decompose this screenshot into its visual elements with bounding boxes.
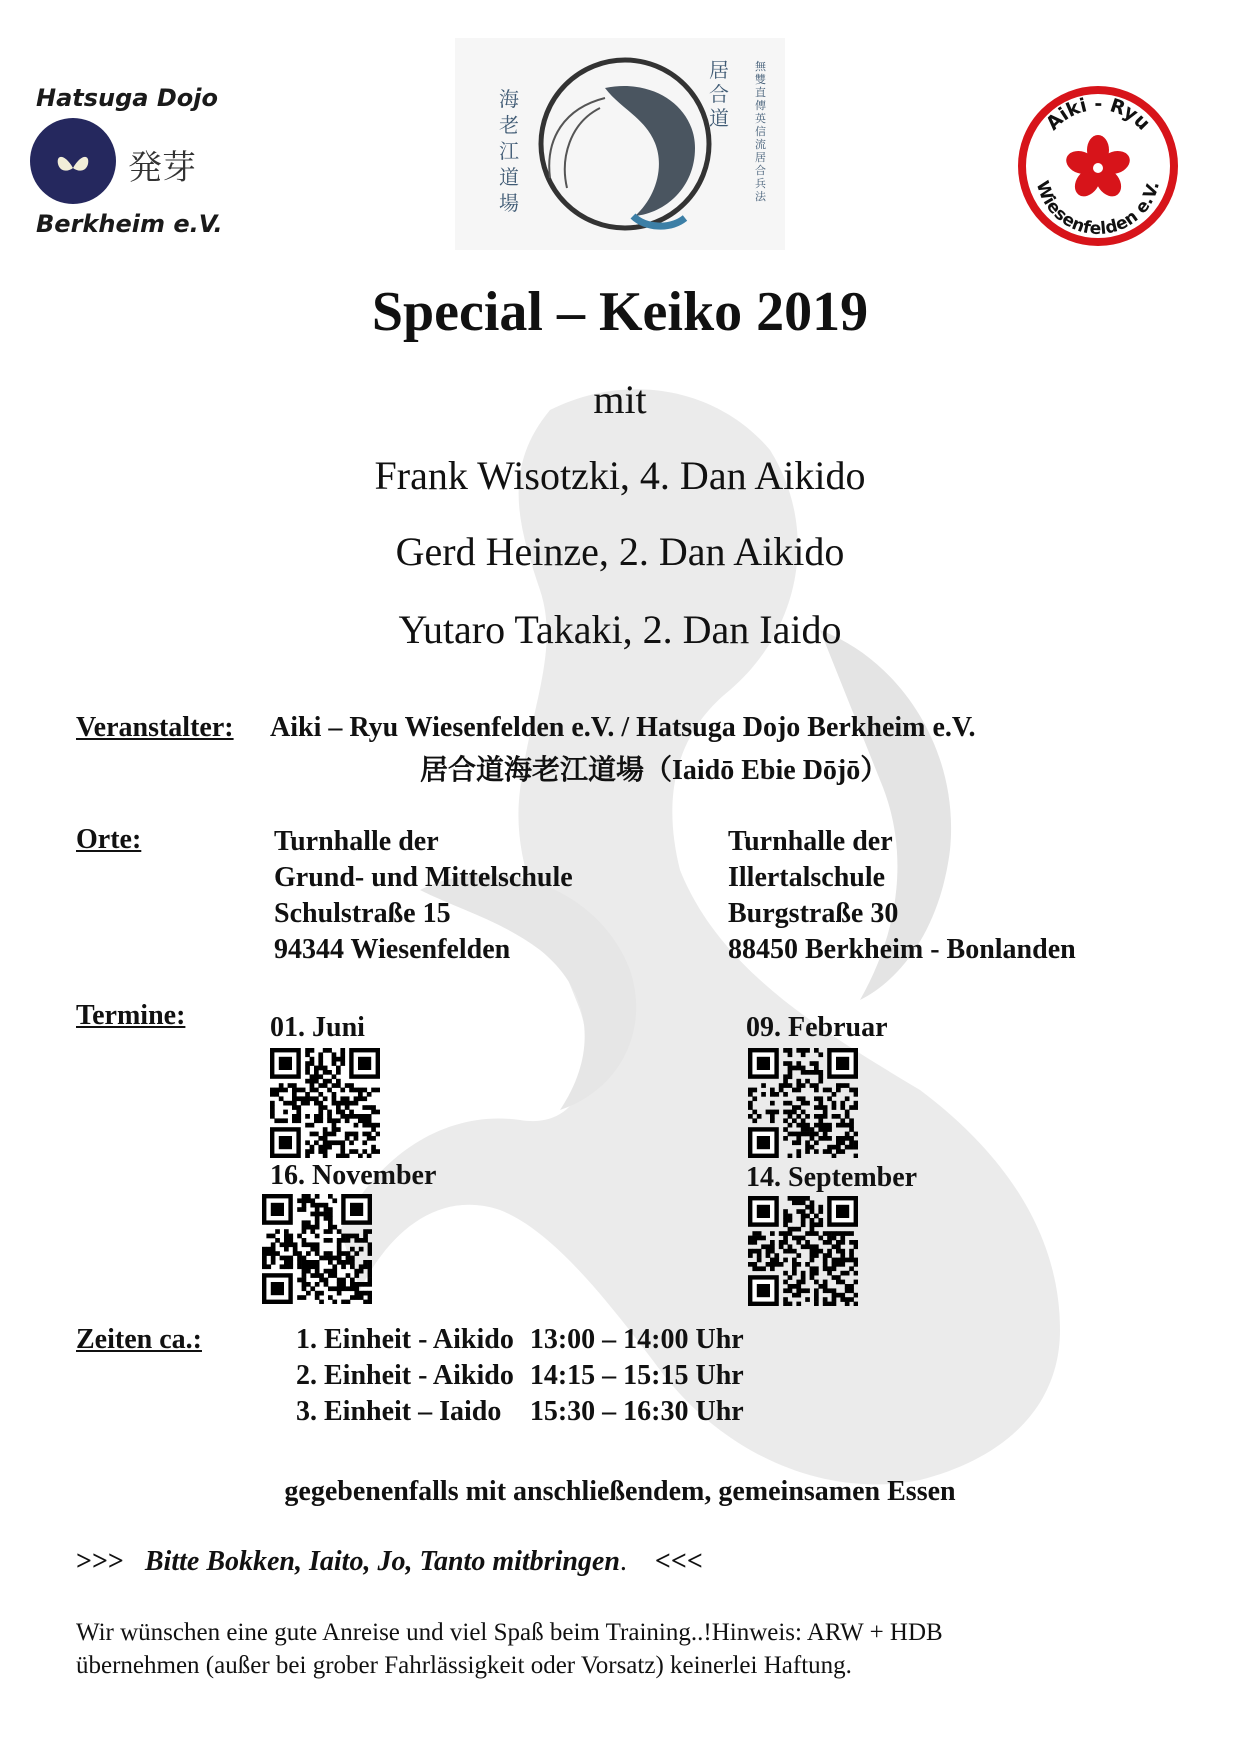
zeiten-time: 13:00 – 14:00 Uhr xyxy=(529,1324,744,1355)
zeiten-unit: 3. Einheit – Iaido xyxy=(296,1396,502,1427)
mitbringen-line xyxy=(76,1546,703,1578)
iaido-logo-kanji-far-right: 無雙直傳英信流 居合兵法 xyxy=(755,60,777,203)
qr-code-icon[interactable] xyxy=(748,1196,858,1306)
hatsuga-logo-line2: Berkheim e.V. xyxy=(36,210,223,238)
zeiten-unit: 1. Einheit - Aikido xyxy=(296,1324,514,1355)
iaido-dojo-logo xyxy=(455,38,785,250)
date-01-juni: 01. Juni xyxy=(270,1012,365,1043)
essen-note: gegebenenfalls mit anschließendem, gemeinsamen Essen xyxy=(284,1476,956,1507)
ort-berkheim xyxy=(728,824,1076,968)
hatsuga-logo-circle xyxy=(30,118,116,204)
orte-label: Orte: xyxy=(76,824,142,855)
mitbringen-prefix: >>> xyxy=(76,1546,124,1577)
ort-right-line: Burgstraße 30 xyxy=(728,898,899,929)
hinweis-line: übernehmen (außer bei grober Fahrlässigkeit oder Vorsatz) keinerlei Haftung. xyxy=(76,1652,852,1679)
ort-left-line: Schulstraße 15 xyxy=(274,898,451,929)
trainer-line-2: Gerd Heinze, 2. Dan Aikido xyxy=(395,529,845,574)
aiki-ryu-logo xyxy=(1012,82,1202,252)
trainer-line-1: Frank Wisotzki, 4. Dan Aikido xyxy=(374,453,866,498)
date-14-september: 14. September xyxy=(746,1162,918,1193)
ort-left-line: Grund- und Mittelschule xyxy=(274,862,573,893)
ort-left-line: 94344 Wiesenfelden xyxy=(274,934,511,965)
veranstalter-line1: Aiki – Ryu Wiesenfelden e.V. / Hatsuga Dojo Berkheim e.V. xyxy=(270,712,976,743)
zeiten-row xyxy=(296,1394,744,1430)
zeiten-label: Zeiten ca.: xyxy=(76,1324,202,1355)
qr-code-icon[interactable] xyxy=(262,1194,372,1304)
date-09-februar: 09. Februar xyxy=(746,1012,888,1043)
hatsuga-logo-kanji: 発芽 xyxy=(128,148,196,188)
hatsuga-logo-line1: Hatsuga Dojo xyxy=(36,84,218,112)
mitbringen-dot: . xyxy=(619,1546,627,1577)
qr-code-icon[interactable] xyxy=(748,1048,858,1158)
ort-right-line: 88450 Berkheim - Bonlanden xyxy=(728,934,1076,965)
date-16-november: 16. November xyxy=(270,1160,437,1191)
trainer-line-3: Yutaro Takaki, 2. Dan Iaido xyxy=(398,607,842,652)
termine-label: Termine: xyxy=(76,1000,186,1031)
ort-right-line: Illertalschule xyxy=(728,862,886,893)
zeiten-unit: 2. Einheit - Aikido xyxy=(296,1360,514,1391)
mitbringen-text: Bitte Bokken, Iaito, Jo, Tanto mitbringen xyxy=(144,1546,620,1577)
ort-left-line: Turnhalle der xyxy=(274,826,439,857)
zeiten-row xyxy=(296,1322,744,1358)
mitbringen-suffix: <<< xyxy=(654,1546,703,1577)
zeiten-table xyxy=(296,1322,744,1430)
zeiten-time: 15:30 – 16:30 Uhr xyxy=(529,1396,744,1427)
ort-wiesenfelden xyxy=(274,824,573,968)
butterfly-icon xyxy=(30,118,116,204)
veranstalter-line2: 居合道海老江道場（Iaidō Ebie Dōjō） xyxy=(420,755,889,786)
zeiten-row xyxy=(296,1358,744,1394)
page-title: Special – Keiko 2019 xyxy=(371,281,869,343)
mit-label: mit xyxy=(593,377,647,422)
hinweis-text xyxy=(76,1616,943,1682)
hinweis-line: Wir wünschen eine gute Anreise und viel Spaß beim Training..!Hinweis: ARW + HDB xyxy=(76,1619,943,1646)
aiki-logo-top-text: Aiki - Ryu xyxy=(1041,92,1155,135)
aiki-logo-bottom-text: Wiesenfelden e.V. xyxy=(1031,178,1164,240)
iaido-logo-kanji-left: 海老江道場 xyxy=(499,87,519,215)
iaido-logo-kanji-right: 居合道 xyxy=(709,58,729,130)
veranstalter-label: Veranstalter: xyxy=(76,712,234,743)
zeiten-time: 14:15 – 15:15 Uhr xyxy=(529,1360,744,1391)
ort-right-line: Turnhalle der xyxy=(728,826,893,857)
qr-code-icon[interactable] xyxy=(270,1048,380,1158)
